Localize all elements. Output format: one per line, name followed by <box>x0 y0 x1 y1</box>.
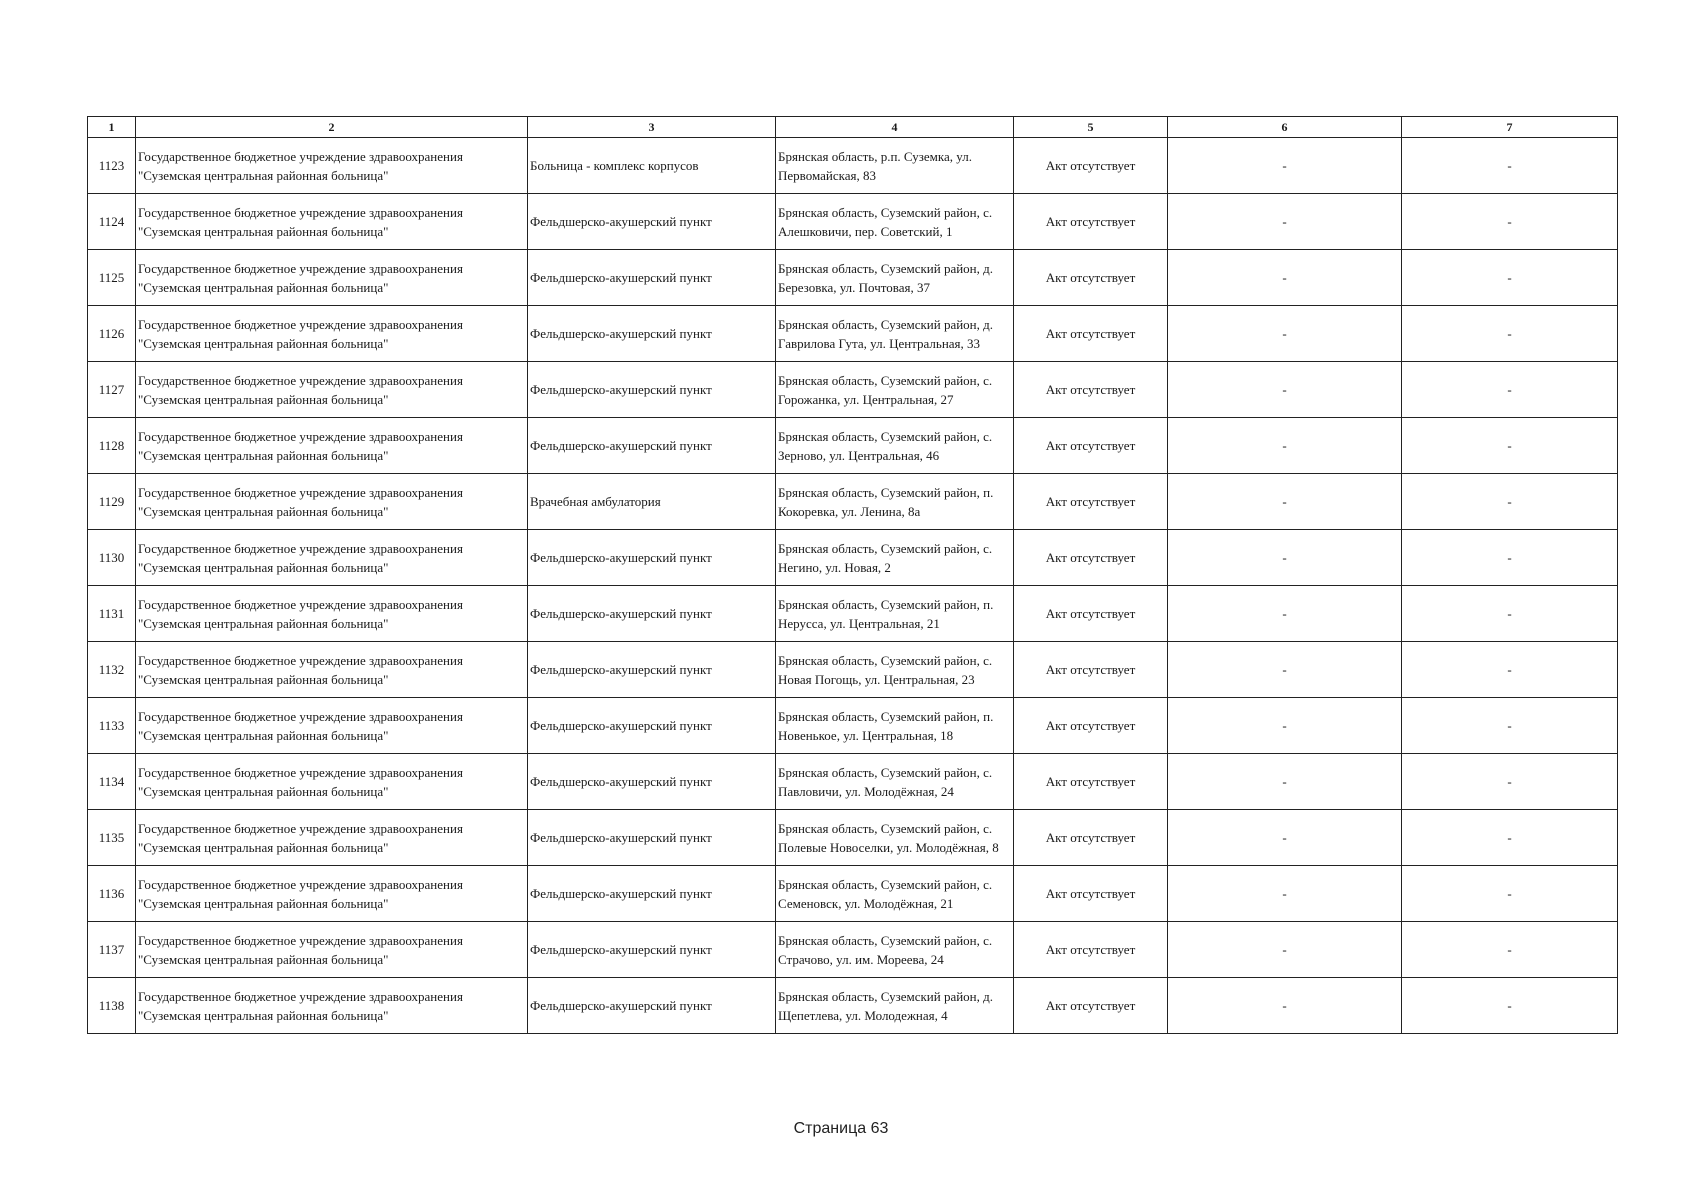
column-6-cell: - <box>1168 418 1402 474</box>
header-row <box>88 117 1618 138</box>
table-row <box>88 586 1618 642</box>
address-cell: Брянская область, Суземский район, с. Полевые Новоселки, ул. Молодёжная, 8 <box>776 810 1014 866</box>
column-6-cell: - <box>1168 754 1402 810</box>
facility-type-cell: Фельдшерско-акушерский пункт <box>528 362 776 418</box>
facility-type-cell: Фельдшерско-акушерский пункт <box>528 306 776 362</box>
column-6-cell: - <box>1168 362 1402 418</box>
organization-cell: Государственное бюджетное учреждение здравоохранения "Суземская центральная районная больница" <box>136 194 528 250</box>
column-7-cell: - <box>1402 250 1618 306</box>
organization-cell: Государственное бюджетное учреждение здравоохранения "Суземская центральная районная больница" <box>136 978 528 1034</box>
organization-cell: Государственное бюджетное учреждение здравоохранения "Суземская центральная районная больница" <box>136 250 528 306</box>
row-number: 1125 <box>88 250 136 306</box>
row-number: 1134 <box>88 754 136 810</box>
act-status-cell: Акт отсутствует <box>1014 866 1168 922</box>
row-number: 1138 <box>88 978 136 1034</box>
column-7-cell: - <box>1402 810 1618 866</box>
facility-type-cell: Фельдшерско-акушерский пункт <box>528 642 776 698</box>
column-6-cell: - <box>1168 474 1402 530</box>
table-body <box>88 138 1618 1034</box>
facility-type-cell: Фельдшерско-акушерский пункт <box>528 530 776 586</box>
column-7-cell: - <box>1402 474 1618 530</box>
row-number: 1128 <box>88 418 136 474</box>
table-row <box>88 306 1618 362</box>
table-row <box>88 922 1618 978</box>
act-status-cell: Акт отсутствует <box>1014 978 1168 1034</box>
column-7-cell: - <box>1402 922 1618 978</box>
column-7-cell: - <box>1402 194 1618 250</box>
column-7-cell: - <box>1402 362 1618 418</box>
row-number: 1137 <box>88 922 136 978</box>
address-cell: Брянская область, Суземский район, п. Нерусса, ул. Центральная, 21 <box>776 586 1014 642</box>
table-row <box>88 194 1618 250</box>
organization-cell: Государственное бюджетное учреждение здравоохранения "Суземская центральная районная больница" <box>136 754 528 810</box>
act-status-cell: Акт отсутствует <box>1014 362 1168 418</box>
act-status-cell: Акт отсутствует <box>1014 138 1168 194</box>
row-number: 1130 <box>88 530 136 586</box>
address-cell: Брянская область, Суземский район, с. Негино, ул. Новая, 2 <box>776 530 1014 586</box>
act-status-cell: Акт отсутствует <box>1014 586 1168 642</box>
column-header: 7 <box>1402 117 1618 138</box>
row-number: 1127 <box>88 362 136 418</box>
column-6-cell: - <box>1168 810 1402 866</box>
table-row <box>88 530 1618 586</box>
organization-cell: Государственное бюджетное учреждение здравоохранения "Суземская центральная районная больница" <box>136 642 528 698</box>
organization-cell: Государственное бюджетное учреждение здравоохранения "Суземская центральная районная больница" <box>136 418 528 474</box>
organization-cell: Государственное бюджетное учреждение здравоохранения "Суземская центральная районная больница" <box>136 138 528 194</box>
table-row <box>88 978 1618 1034</box>
facility-type-cell: Фельдшерско-акушерский пункт <box>528 754 776 810</box>
address-cell: Брянская область, Суземский район, п. Новенькое, ул. Центральная, 18 <box>776 698 1014 754</box>
act-status-cell: Акт отсутствует <box>1014 306 1168 362</box>
address-cell: Брянская область, Суземский район, с. Семеновск, ул. Молодёжная, 21 <box>776 866 1014 922</box>
table-row <box>88 474 1618 530</box>
table-row <box>88 418 1618 474</box>
row-number: 1129 <box>88 474 136 530</box>
act-status-cell: Акт отсутствует <box>1014 194 1168 250</box>
organization-cell: Государственное бюджетное учреждение здравоохранения "Суземская центральная районная больница" <box>136 474 528 530</box>
facility-type-cell: Врачебная амбулатория <box>528 474 776 530</box>
act-status-cell: Акт отсутствует <box>1014 754 1168 810</box>
facility-type-cell: Фельдшерско-акушерский пункт <box>528 194 776 250</box>
act-status-cell: Акт отсутствует <box>1014 250 1168 306</box>
organization-cell: Государственное бюджетное учреждение здравоохранения "Суземская центральная районная больница" <box>136 530 528 586</box>
column-7-cell: - <box>1402 586 1618 642</box>
column-7-cell: - <box>1402 530 1618 586</box>
facility-type-cell: Больница - комплекс корпусов <box>528 138 776 194</box>
address-cell: Брянская область, Суземский район, с. Страчово, ул. им. Мореева, 24 <box>776 922 1014 978</box>
address-cell: Брянская область, Суземский район, с. Зерново, ул. Центральная, 46 <box>776 418 1014 474</box>
column-6-cell: - <box>1168 530 1402 586</box>
row-number: 1133 <box>88 698 136 754</box>
column-header: 4 <box>776 117 1014 138</box>
column-6-cell: - <box>1168 306 1402 362</box>
column-7-cell: - <box>1402 754 1618 810</box>
row-number: 1124 <box>88 194 136 250</box>
organization-cell: Государственное бюджетное учреждение здравоохранения "Суземская центральная районная больница" <box>136 866 528 922</box>
act-status-cell: Акт отсутствует <box>1014 530 1168 586</box>
act-status-cell: Акт отсутствует <box>1014 642 1168 698</box>
act-status-cell: Акт отсутствует <box>1014 474 1168 530</box>
page-number: Страница 63 <box>793 1120 889 1137</box>
column-header: 2 <box>136 117 528 138</box>
column-header: 6 <box>1168 117 1402 138</box>
table-row <box>88 866 1618 922</box>
column-6-cell: - <box>1168 922 1402 978</box>
address-cell: Брянская область, Суземский район, с. Павловичи, ул. Молодёжная, 24 <box>776 754 1014 810</box>
table-row <box>88 754 1618 810</box>
table-row <box>88 642 1618 698</box>
row-number: 1123 <box>88 138 136 194</box>
column-7-cell: - <box>1402 866 1618 922</box>
column-6-cell: - <box>1168 698 1402 754</box>
act-status-cell: Акт отсутствует <box>1014 922 1168 978</box>
registry-table <box>87 116 1618 1034</box>
table-row <box>88 250 1618 306</box>
column-header: 5 <box>1014 117 1168 138</box>
row-number: 1132 <box>88 642 136 698</box>
address-cell: Брянская область, р.п. Суземка, ул. Первомайская, 83 <box>776 138 1014 194</box>
organization-cell: Государственное бюджетное учреждение здравоохранения "Суземская центральная районная больница" <box>136 306 528 362</box>
facility-type-cell: Фельдшерско-акушерский пункт <box>528 418 776 474</box>
act-status-cell: Акт отсутствует <box>1014 418 1168 474</box>
column-7-cell: - <box>1402 642 1618 698</box>
column-7-cell: - <box>1402 418 1618 474</box>
organization-cell: Государственное бюджетное учреждение здравоохранения "Суземская центральная районная больница" <box>136 586 528 642</box>
column-6-cell: - <box>1168 978 1402 1034</box>
facility-type-cell: Фельдшерско-акушерский пункт <box>528 250 776 306</box>
row-number: 1131 <box>88 586 136 642</box>
address-cell: Брянская область, Суземский район, с. Алешковичи, пер. Советский, 1 <box>776 194 1014 250</box>
organization-cell: Государственное бюджетное учреждение здравоохранения "Суземская центральная районная больница" <box>136 810 528 866</box>
column-6-cell: - <box>1168 138 1402 194</box>
address-cell: Брянская область, Суземский район, п. Кокоревка, ул. Ленина, 8а <box>776 474 1014 530</box>
table-row <box>88 138 1618 194</box>
organization-cell: Государственное бюджетное учреждение здравоохранения "Суземская центральная районная больница" <box>136 922 528 978</box>
column-header: 3 <box>528 117 776 138</box>
table-row <box>88 362 1618 418</box>
facility-type-cell: Фельдшерско-акушерский пункт <box>528 810 776 866</box>
column-6-cell: - <box>1168 250 1402 306</box>
column-6-cell: - <box>1168 194 1402 250</box>
column-6-cell: - <box>1168 586 1402 642</box>
table-row <box>88 810 1618 866</box>
table-row <box>88 698 1618 754</box>
column-6-cell: - <box>1168 642 1402 698</box>
facility-type-cell: Фельдшерско-акушерский пункт <box>528 922 776 978</box>
act-status-cell: Акт отсутствует <box>1014 698 1168 754</box>
column-6-cell: - <box>1168 866 1402 922</box>
row-number: 1126 <box>88 306 136 362</box>
organization-cell: Государственное бюджетное учреждение здравоохранения "Суземская центральная районная больница" <box>136 362 528 418</box>
facility-type-cell: Фельдшерско-акушерский пункт <box>528 978 776 1034</box>
column-7-cell: - <box>1402 698 1618 754</box>
facility-type-cell: Фельдшерско-акушерский пункт <box>528 698 776 754</box>
facility-type-cell: Фельдшерско-акушерский пункт <box>528 586 776 642</box>
row-number: 1136 <box>88 866 136 922</box>
address-cell: Брянская область, Суземский район, д. Щепетлева, ул. Молодежная, 4 <box>776 978 1014 1034</box>
column-7-cell: - <box>1402 138 1618 194</box>
column-7-cell: - <box>1402 978 1618 1034</box>
column-header: 1 <box>88 117 136 138</box>
column-7-cell: - <box>1402 306 1618 362</box>
organization-cell: Государственное бюджетное учреждение здравоохранения "Суземская центральная районная больница" <box>136 698 528 754</box>
address-cell: Брянская область, Суземский район, д. Гаврилова Гута, ул. Центральная, 33 <box>776 306 1014 362</box>
address-cell: Брянская область, Суземский район, д. Березовка, ул. Почтовая, 37 <box>776 250 1014 306</box>
row-number: 1135 <box>88 810 136 866</box>
act-status-cell: Акт отсутствует <box>1014 810 1168 866</box>
address-cell: Брянская область, Суземский район, с. Новая Погощь, ул. Центральная, 23 <box>776 642 1014 698</box>
address-cell: Брянская область, Суземский район, с. Горожанка, ул. Центральная, 27 <box>776 362 1014 418</box>
facility-type-cell: Фельдшерско-акушерский пункт <box>528 866 776 922</box>
